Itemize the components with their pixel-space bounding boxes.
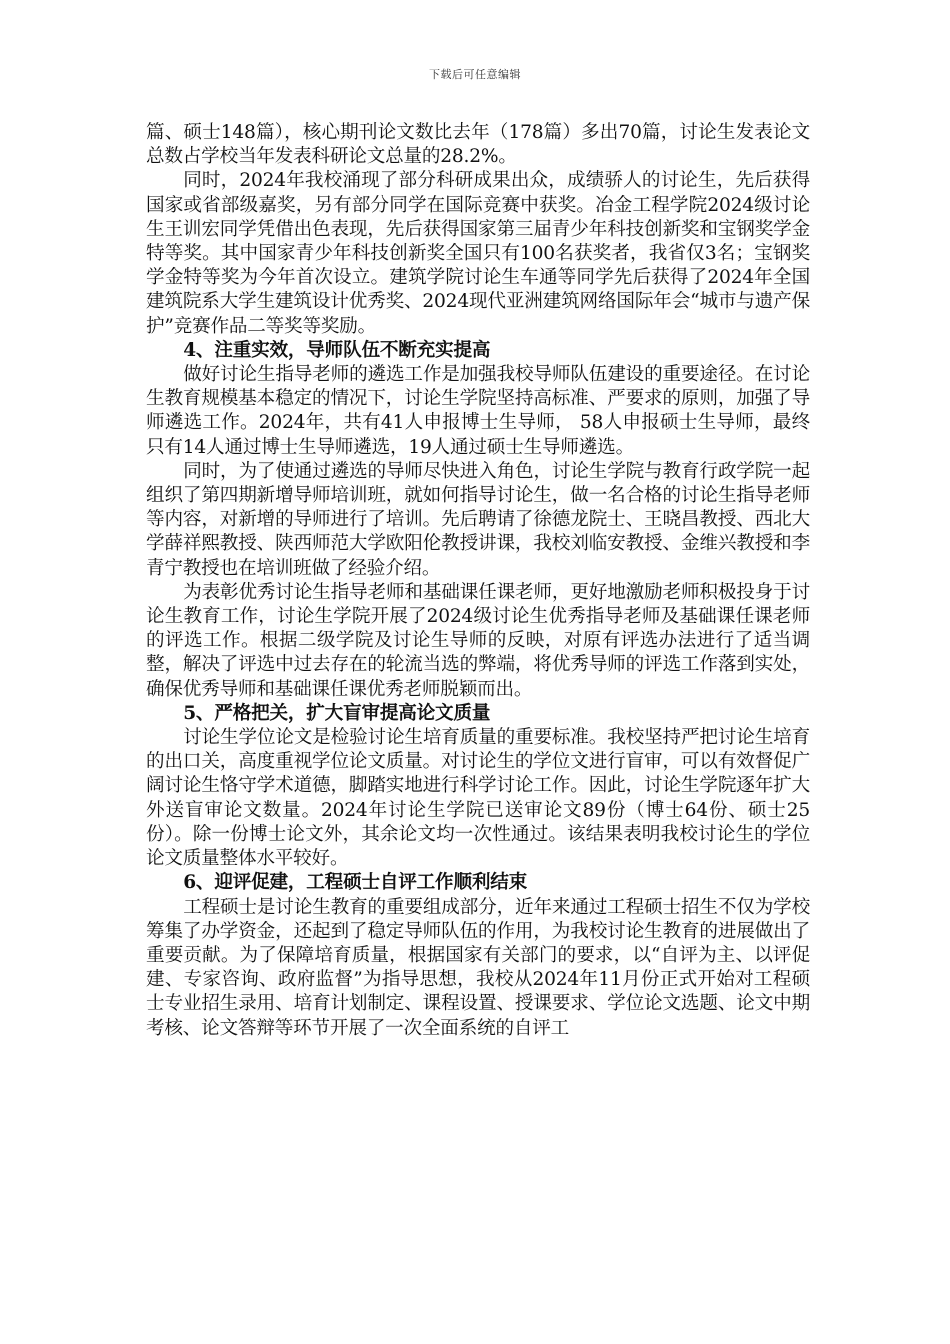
paragraph-continued: 篇、硕士148篇），核心期刊论文数比去年（178篇）多出70篇，讨论生发表论文总数占学校当年发表科研论文总量的28.2%。 [146, 122, 810, 168]
section-heading-6: 6、迎评促建，工程硕士自评工作顺利结束 [183, 872, 528, 894]
paragraph-engineering-master: 工程硕士是讨论生教育的重要组成部分，近年来通过工程硕士招生不仅为学校筹集了办学资金，还起到了稳定导师队伍的作用，为我校讨论生教育的进展做出了重要贡献。为了保障培育质量，根据国家有关部门的要求，以“自评为主、以评促建、专家咨询、政府监督”为指导思想，我校从2024年11月份正式开始对工程硕士专业招生录用、培育计划制定、课程设置、授课要求、学位论文选题、论文中期考核、论文答辩等环节开展了一次全面系统的自评工 [146, 896, 810, 1039]
document-body [146, 121, 810, 1041]
section-heading-4: 4、注重实效，导师队伍不断充实提高 [183, 339, 491, 361]
paragraph-blind-review: 讨论生学位论文是检验讨论生培育质量的重要标准。我校坚持严把讨论生培育的出口关，高度重视学位论文质量。对讨论生的学位文进行盲审，可以有效督促广阔讨论生恪守学术道德，脚踏实地进行科学讨论工作。因此，讨论生学院逐年扩大外送盲审论文数量。2024年讨论生学院已送审论文89份（博士64份、硕士25份）。除一份博士论文外，其余论文均一次性通过。该结果表明我校讨论生的学位论文质量整体水平较好。 [146, 727, 810, 870]
paragraph-supervisor-selection: 做好讨论生指导老师的遴选工作是加强我校导师队伍建设的重要途径。在讨论生教育规模基本稳定的情况下，讨论生学院坚持高标准、严要求的原则，加强了导师遴选工作。2024年，共有41人申报博士生导师， 58人申报硕士生导师，最终只有14人通过博士生导师遴选，19人通过硕士生导师遴选。 [146, 364, 810, 458]
paragraph-supervisor-awards: 为表彰优秀讨论生指导老师和基础课任课老师，更好地激励老师积极投身于讨论生教育工作，讨论生学院开展了2024级讨论生优秀指导老师及基础课任课老师的评选工作。根据二级学院及讨论生导师的反映，对原有评选办法进行了适当调整，解决了评选中过去存在的轮流当选的弊端，将优秀导师的评选工作落到实处，确保优秀导师和基础课任课优秀老师脱颖而出。 [146, 581, 810, 700]
paragraph-supervisor-training: 同时，为了使通过遴选的导师尽快进入角色，讨论生学院与教育行政学院一起组织了第四期新增导师培训班，就如何指导讨论生，做一名合格的讨论生指导老师等内容，对新增的导师进行了培训。先后聘请了徐德龙院士、王晓昌教授、西北大学薛祥熙教授、陕西师范大学欧阳伦教授讲课，我校刘临安教授、金维兴教授和李青宁教授也在培训班做了经验介绍。 [146, 460, 810, 579]
paragraph-research-awards: 同时，2024年我校涌现了部分科研成果出众，成绩骄人的讨论生，先后获得国家或省部级嘉奖，另有部分同学在国际竞赛中获奖。冶金工程学院2024级讨论生王训宏同学凭借出色表现，先后获得国家第三届青少年科技创新奖和宝钢奖学金特等奖。其中国家青少年科技创新奖全国只有100名获奖者，我省仅3名；宝钢奖学金特等奖为今年首次设立。建筑学院讨论生车通等同学先后获得了2024年全国建筑院系大学生建筑设计优秀奖、2024现代亚洲建筑网络国际年会“城市与遗产保护”竞赛作品二等奖等奖励。 [146, 170, 810, 337]
section-heading-5: 5、严格把关，扩大盲审提高论文质量 [183, 702, 491, 724]
page-header-note: 下载后可任意编辑 [429, 68, 521, 81]
